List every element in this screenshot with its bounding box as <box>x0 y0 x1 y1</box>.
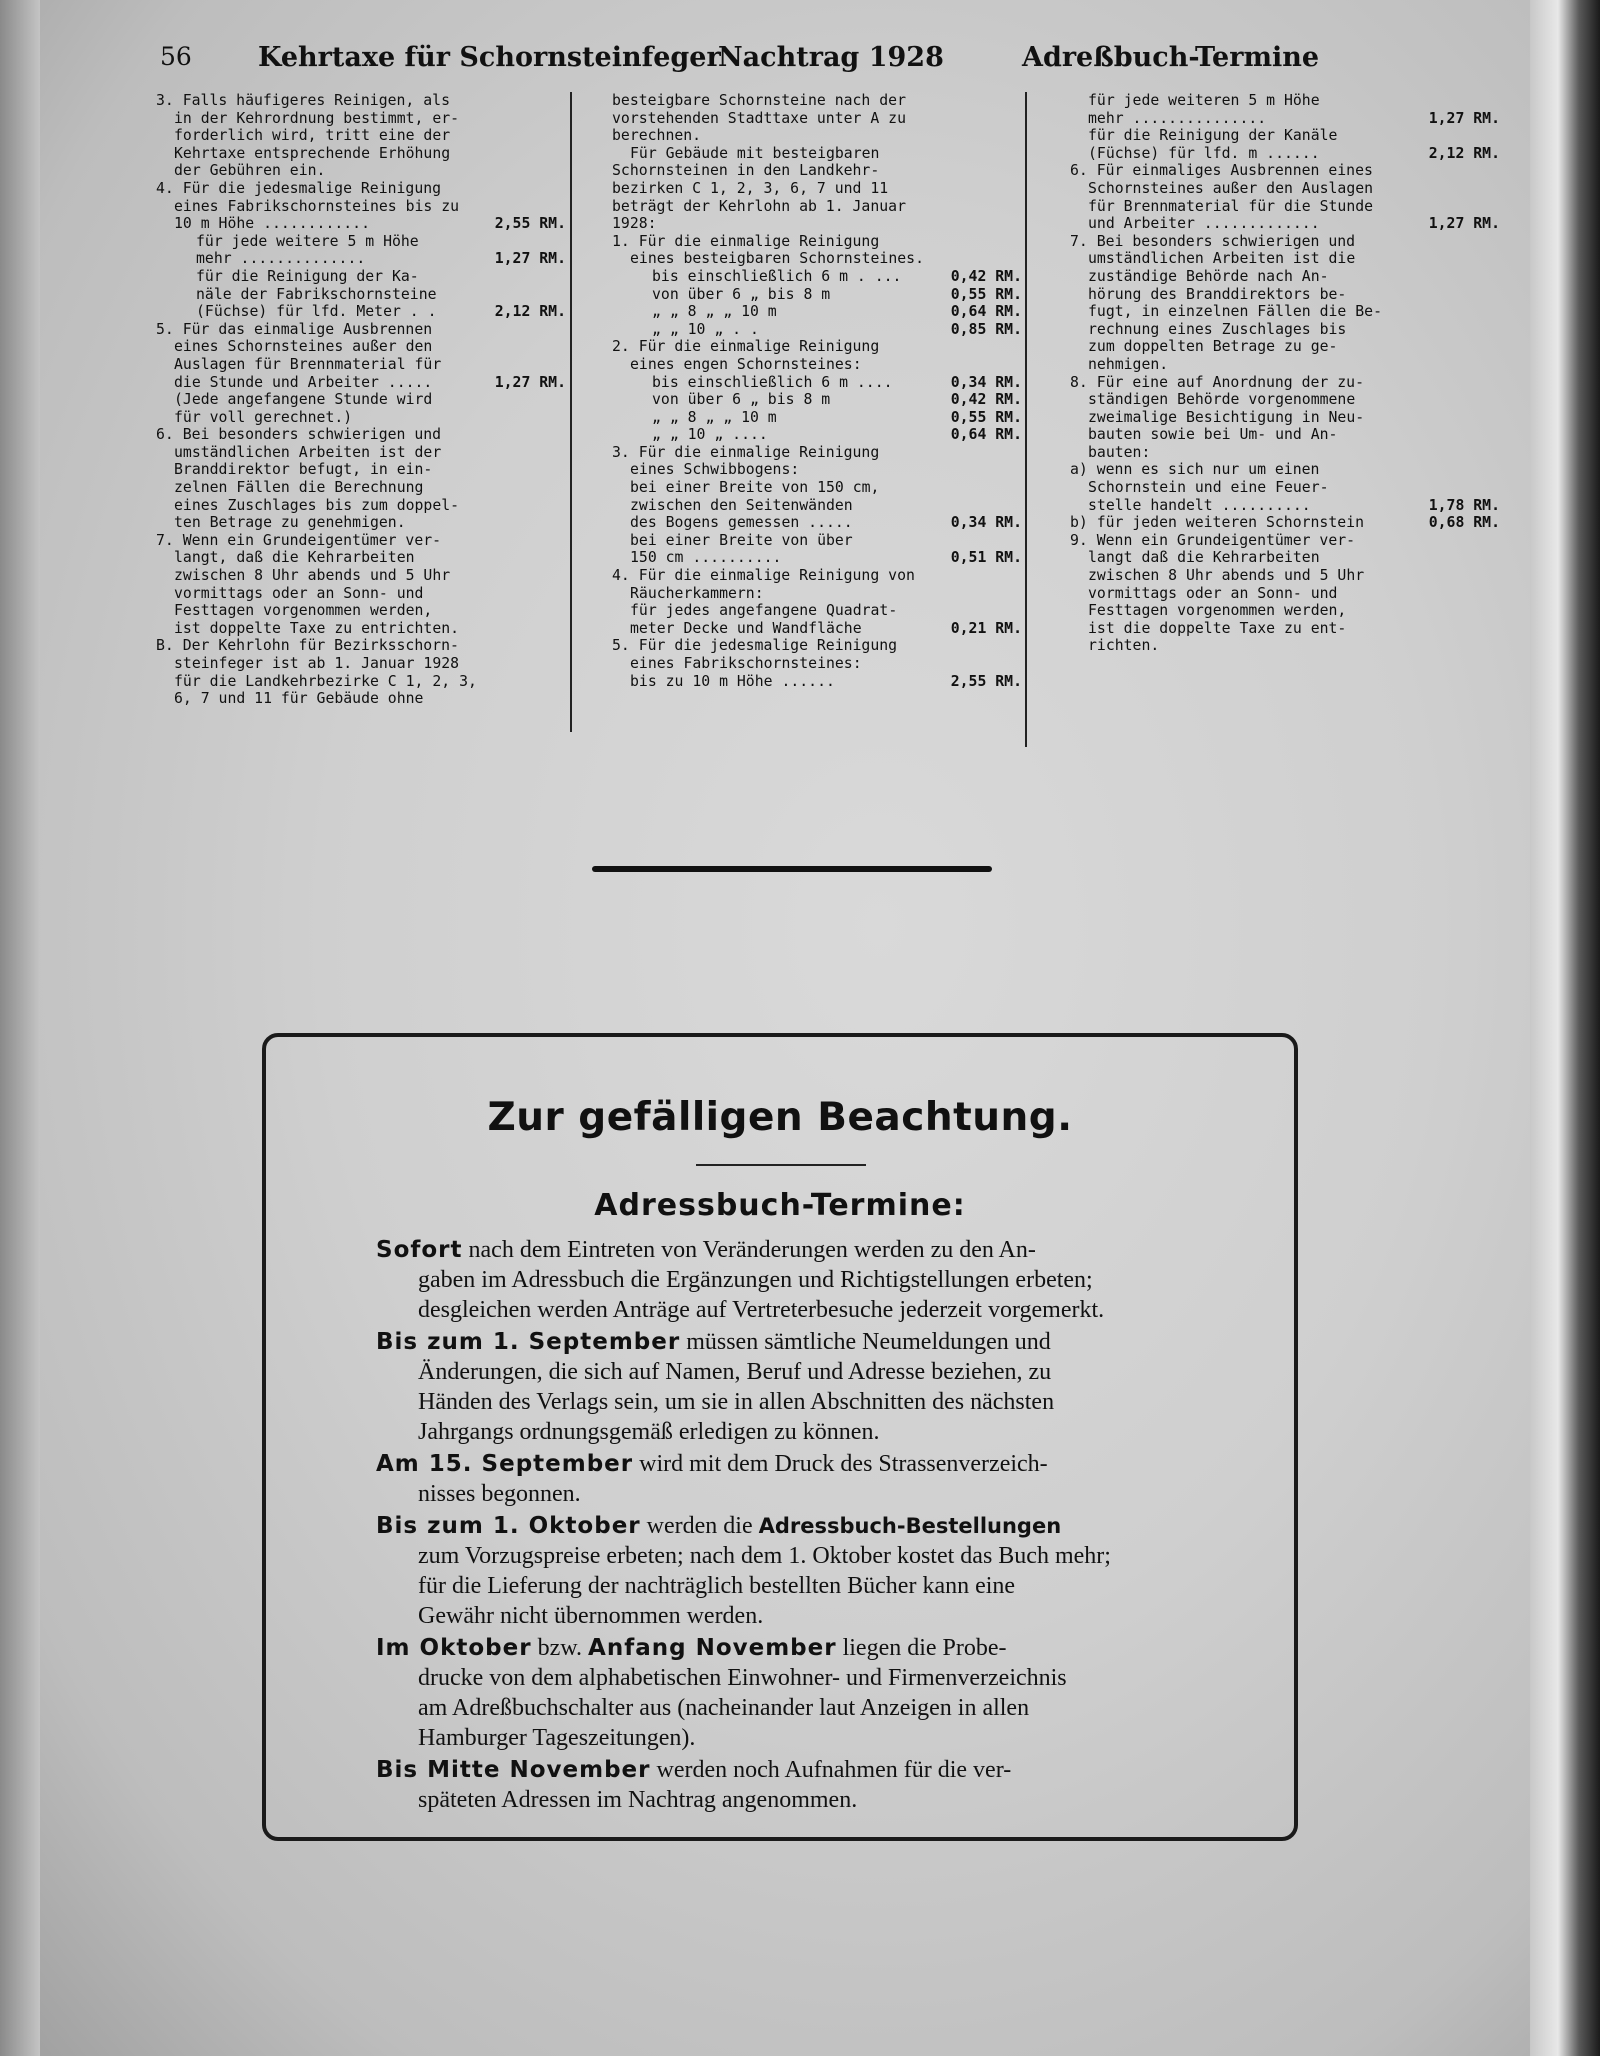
tariff-line <box>1070 514 1500 532</box>
tariff-line <box>612 514 1022 532</box>
tariff-line <box>156 426 566 444</box>
tariff-line <box>156 620 566 638</box>
tariff-line-text: zwischen den Seitenwänden <box>630 496 853 514</box>
tariff-line-text: näle der Fabrikschornsteine <box>196 285 437 303</box>
tariff-line-text: berechnen. <box>612 127 702 145</box>
tariff-line-text: für die Landkehrbezirke C 1, 2, 3, <box>174 672 477 690</box>
notice-line <box>376 1479 1214 1509</box>
tariff-amount: 0,21 RM. <box>950 619 1022 637</box>
notice-paragraph <box>376 1633 1214 1753</box>
notice-deadline: Bis Mitte November <box>376 1757 651 1783</box>
notice-text: liegen die Probe- <box>836 1635 1007 1661</box>
tariff-amount: 0,42 RM. <box>950 391 1022 409</box>
tariff-line <box>156 374 566 392</box>
tariff-line <box>1070 286 1500 304</box>
tariff-line-text: mehr ............... <box>1088 109 1267 127</box>
tariff-line-text: „ „ 8 „ „ 10 m <box>652 408 777 426</box>
tariff-line-text: besteigbare Schornsteine nach der <box>612 92 906 109</box>
notice-line <box>376 1511 1214 1541</box>
tariff-line <box>156 461 566 479</box>
tariff-line <box>1070 198 1500 216</box>
tariff-amount: 1,78 RM. <box>1428 496 1500 514</box>
tariff-line-text: von über 6 „ bis 8 m <box>652 285 831 303</box>
notice-title-rule <box>696 1164 866 1166</box>
tariff-line-text: rechnung eines Zuschlages bis <box>1088 320 1347 338</box>
tariff-line-text: bei einer Breite von 150 cm, <box>630 479 880 497</box>
tariff-amount: 2,12 RM. <box>1428 144 1500 162</box>
tariff-line-text: 6, 7 und 11 für Gebäude ohne <box>174 690 424 708</box>
tariff-line <box>1070 585 1500 603</box>
tariff-line-text: (Füchse) für lfd. m ...... <box>1088 144 1320 162</box>
tariff-line <box>612 532 1022 550</box>
page-number: 56 <box>160 42 192 71</box>
tariff-line-text: hörung des Branddirektors be- <box>1088 285 1347 303</box>
tariff-line-text: bauten sowie bei Um- und An- <box>1088 426 1338 444</box>
column-rule-2 <box>1025 92 1027 747</box>
notice-deadline: Am 15. September <box>376 1451 634 1477</box>
notice-text: Gewähr nicht übernommen werden. <box>418 1603 764 1629</box>
tariff-line-text: ten Betrage zu genehmigen. <box>174 514 406 532</box>
tariff-line-text: fugt, in einzelnen Fällen die Be- <box>1088 303 1382 321</box>
tariff-line-text: umständlichen Arbeiten ist der <box>174 443 442 461</box>
tariff-line <box>156 391 566 409</box>
tariff-amount: 2,55 RM. <box>494 215 566 233</box>
notice-subtitle: Adressbuch-Termine: <box>594 1188 966 1223</box>
notice-emphasis: Adressbuch-Bestellungen <box>758 1514 1062 1538</box>
tariff-line-text: die Stunde und Arbeiter ..... <box>174 373 433 391</box>
tariff-amount: 0,42 RM. <box>950 267 1022 285</box>
tariff-line-text: bis einschließlich 6 m . ... <box>652 267 902 285</box>
page-left-shadow <box>0 0 40 2056</box>
tariff-line-text: richten. <box>1088 637 1160 655</box>
tariff-line <box>156 585 566 603</box>
notice-paragraph <box>376 1235 1214 1325</box>
tariff-line <box>156 514 566 532</box>
tariff-amount: 1,27 RM. <box>494 373 566 391</box>
tariff-line <box>156 162 566 180</box>
notice-text: müssen sämtliche Neumeldungen und <box>680 1329 1051 1355</box>
tariff-line <box>1070 497 1500 515</box>
notice-text: gaben im Adressbuch die Ergänzungen und Richtigstellungen erbeten; <box>418 1267 1093 1293</box>
column-rule-1 <box>570 92 572 732</box>
notice-text: werden noch Aufnahmen für die ver- <box>650 1757 1012 1783</box>
tariff-line-text: stelle handelt .......... <box>1088 496 1311 514</box>
tariff-line-text: Für Gebäude mit besteigbaren <box>630 144 880 162</box>
tariff-line <box>156 409 566 427</box>
tariff-amount: 0,85 RM. <box>950 320 1022 338</box>
tariff-line <box>612 479 1022 497</box>
tariff-line <box>1070 110 1500 128</box>
tariff-line-text: Kehrtaxe entsprechende Erhöhung <box>174 144 451 162</box>
notice-paragraph <box>376 1755 1214 1815</box>
tariff-line-text: eines engen Schornsteines: <box>630 355 862 373</box>
notice-deadline: Im Oktober <box>376 1635 532 1661</box>
tariff-line-text: zwischen 8 Uhr abends und 5 Uhr <box>174 567 451 585</box>
tariff-line <box>612 673 1022 691</box>
tariff-line <box>156 127 566 145</box>
tariff-amount: 0,34 RM. <box>950 373 1022 391</box>
notice-deadline: Sofort <box>376 1237 463 1263</box>
tariff-line-text: für die Reinigung der Kanäle <box>1088 127 1338 145</box>
tariff-amount: 0,51 RM. <box>950 549 1022 567</box>
tariff-line-text: 4. Für die einmalige Reinigung von <box>612 567 915 585</box>
tariff-line <box>612 303 1022 321</box>
notice-line <box>376 1571 1214 1601</box>
tariff-line <box>1070 356 1500 374</box>
tariff-line-text: 1. Für die einmalige Reinigung <box>612 232 880 250</box>
tariff-line-text: vormittags oder an Sonn- und <box>174 584 424 602</box>
tariff-line-text: forderlich wird, tritt eine der <box>174 127 451 145</box>
tariff-line-text: der Gebühren ein. <box>174 162 326 180</box>
notice-text: nach dem Eintreten von Veränderungen werden zu den An- <box>462 1237 1036 1263</box>
notice-line <box>376 1449 1214 1479</box>
tariff-line <box>156 303 566 321</box>
tariff-line <box>612 655 1022 673</box>
tariff-line <box>612 637 1022 655</box>
tariff-line-text: in der Kehrordnung bestimmt, er- <box>174 109 460 127</box>
notice-line <box>376 1693 1214 1723</box>
tariff-line-text: umständlichen Arbeiten ist die <box>1088 250 1356 268</box>
tariff-line <box>156 673 566 691</box>
tariff-line <box>612 338 1022 356</box>
tariff-line-text: nehmigen. <box>1088 355 1169 373</box>
notice-text: Hamburger Tageszeitungen). <box>418 1725 696 1751</box>
tariff-line <box>1070 637 1500 655</box>
notice-deadline: Bis zum 1. Oktober <box>376 1513 641 1539</box>
header-title: Kehrtaxe für Schornsteinfeger <box>258 42 721 73</box>
tariff-line-text: bei einer Breite von über <box>630 531 853 549</box>
tariff-line <box>612 215 1022 233</box>
notice-text: Händen des Verlags sein, um sie in allen Abschnitten des nächsten <box>418 1389 1055 1415</box>
tariff-line-text: für voll gerechnet.) <box>174 408 353 426</box>
tariff-line-text: von über 6 „ bis 8 m <box>652 391 831 409</box>
tariff-line <box>156 497 566 515</box>
notice-paragraph <box>376 1449 1214 1509</box>
notice-line <box>376 1295 1214 1325</box>
tariff-line <box>612 497 1022 515</box>
tariff-line <box>1070 461 1500 479</box>
tariff-line-text: Schornsteines außer den Auslagen <box>1088 179 1374 197</box>
tariff-line <box>612 110 1022 128</box>
tariff-line <box>156 286 566 304</box>
tariff-line-text: Festtagen vorgenommen werden, <box>1088 602 1347 620</box>
tariff-line <box>1070 162 1500 180</box>
tariff-line <box>612 426 1022 444</box>
notice-line <box>376 1723 1214 1753</box>
tariff-line <box>1070 233 1500 251</box>
tariff-line-text: eines Zuschlages bis zum doppel- <box>174 496 460 514</box>
tariff-line <box>1070 532 1500 550</box>
tariff-line <box>156 145 566 163</box>
tariff-line <box>156 567 566 585</box>
tariff-line-text: 6. Bei besonders schwierigen und <box>156 426 442 444</box>
tariff-line-text: ständigen Behörde vorgenommene <box>1088 391 1356 409</box>
tariff-line <box>156 602 566 620</box>
tariff-line <box>612 198 1022 216</box>
tariff-line-text: beträgt der Kehrlohn ab 1. Januar <box>612 197 906 215</box>
tariff-line-text: Räucherkammern: <box>630 584 764 602</box>
tariff-line <box>1070 444 1500 462</box>
notice-text: nisses begonnen. <box>418 1481 581 1507</box>
tariff-line <box>612 127 1022 145</box>
tariff-line-text: eines Schwibbogens: <box>630 461 800 479</box>
tariff-line <box>156 180 566 198</box>
tariff-line-text: 6. Für einmaliges Ausbrennen eines <box>1070 162 1373 180</box>
tariff-amount: 0,68 RM. <box>1428 514 1500 532</box>
notice-line <box>376 1663 1214 1693</box>
tariff-line-text: für jedes angefangene Quadrat- <box>630 602 898 620</box>
tariff-line <box>612 92 1022 110</box>
tariff-amount: 0,55 RM. <box>950 408 1022 426</box>
tariff-column-3 <box>1070 92 1500 655</box>
notice-paragraph <box>376 1327 1214 1447</box>
tariff-line-text: zelnen Fällen die Berechnung <box>174 479 424 497</box>
tariff-amount: 0,64 RM. <box>950 426 1022 444</box>
tariff-line <box>156 655 566 673</box>
tariff-line <box>1070 215 1500 233</box>
tariff-amount: 1,27 RM. <box>494 250 566 268</box>
notice-text: drucke von dem alphabetischen Einwohner- und Firmenverzeichnis <box>418 1665 1067 1691</box>
notice-line <box>376 1633 1214 1663</box>
tariff-line-text: 150 cm .......... <box>630 549 782 567</box>
notice-line <box>376 1785 1214 1815</box>
tariff-line <box>612 321 1022 339</box>
tariff-line <box>612 602 1022 620</box>
tariff-line <box>156 215 566 233</box>
tariff-line-text: B. Der Kehrlohn für Bezirksschorn- <box>156 637 459 655</box>
header-right: Adreßbuch-Termine <box>1022 42 1320 73</box>
running-head <box>160 42 1320 82</box>
tariff-line-text: eines Schornsteines außer den <box>174 338 433 356</box>
tariff-line-text: „ „ 10 „ . . <box>652 320 759 338</box>
tariff-line <box>1070 250 1500 268</box>
tariff-line <box>156 479 566 497</box>
tariff-line-text: 9. Wenn ein Grundeigentümer ver- <box>1070 531 1356 549</box>
tariff-line <box>612 180 1022 198</box>
tariff-line-text: bis einschließlich 6 m .... <box>652 373 893 391</box>
tariff-line-text: „ „ 10 „ .... <box>652 426 768 444</box>
tariff-line-text: 10 m Höhe ............ <box>174 215 370 233</box>
tariff-line <box>1070 479 1500 497</box>
tariff-line <box>612 268 1022 286</box>
tariff-line-text: eines Fabrikschornsteines bis zu <box>174 197 460 215</box>
tariff-line <box>1070 426 1500 444</box>
tariff-line-text: meter Decke und Wandfläche <box>630 619 862 637</box>
tariff-line-text: mehr .............. <box>196 250 366 268</box>
tariff-line-text: 2. Für die einmalige Reinigung <box>612 338 880 356</box>
tariff-line-text: eines Fabrikschornsteines: <box>630 655 862 672</box>
notice-line <box>376 1327 1214 1357</box>
tariff-line <box>612 620 1022 638</box>
tariff-line-text: 7. Wenn ein Grundeigentümer ver- <box>156 531 442 549</box>
notice-line <box>376 1357 1214 1387</box>
tariff-line-text: für die Reinigung der Ka- <box>196 267 419 285</box>
tariff-line <box>612 286 1022 304</box>
page-right-edge <box>1530 0 1600 2056</box>
tariff-line <box>156 690 566 708</box>
tariff-line <box>156 444 566 462</box>
section-divider <box>592 866 992 872</box>
notice-text: am Adreßbuchschalter aus (nacheinander laut Anzeigen in allen <box>418 1695 1030 1721</box>
tariff-line <box>612 391 1022 409</box>
tariff-line-text: „ „ 8 „ „ 10 m <box>652 303 777 321</box>
tariff-line <box>1070 338 1500 356</box>
tariff-line <box>1070 374 1500 392</box>
tariff-line <box>612 549 1022 567</box>
tariff-line <box>156 233 566 251</box>
tariff-line-text: 4. Für die jedesmalige Reinigung <box>156 179 442 197</box>
tariff-line <box>612 356 1022 374</box>
notice-text: späteten Adressen im Nachtrag angenommen. <box>418 1787 858 1813</box>
tariff-line-text: langt daß die Kehrarbeiten <box>1088 549 1320 567</box>
notice-text: bzw. <box>531 1635 589 1661</box>
tariff-amount: 0,55 RM. <box>950 285 1022 303</box>
tariff-line <box>156 356 566 374</box>
notice-body <box>376 1235 1214 1817</box>
tariff-amount: 2,12 RM. <box>494 303 566 321</box>
notice-title: Zur gefälligen Beachtung. <box>487 1095 1073 1140</box>
tariff-line <box>156 92 566 110</box>
tariff-line-text: für jede weitere 5 m Höhe <box>196 232 419 250</box>
tariff-line-text: bezirken C 1, 2, 3, 6, 7 und 11 <box>612 179 889 197</box>
tariff-line-text: zum doppelten Betrage zu ge- <box>1088 338 1338 356</box>
notice-line <box>376 1235 1214 1265</box>
tariff-line <box>156 110 566 128</box>
tariff-column-2 <box>612 92 1022 690</box>
tariff-line-text: ist doppelte Taxe zu entrichten. <box>174 619 460 637</box>
tariff-line-text: bis zu 10 m Höhe ...... <box>630 672 835 690</box>
tariff-line <box>156 268 566 286</box>
tariff-line-text: b) für jeden weiteren Schornstein <box>1070 514 1364 532</box>
tariff-amount: 0,64 RM. <box>950 303 1022 321</box>
tariff-line <box>1070 549 1500 567</box>
tariff-line-text: 7. Bei besonders schwierigen und <box>1070 232 1356 250</box>
notice-text: Änderungen, die sich auf Namen, Beruf und Adresse beziehen, zu <box>418 1359 1052 1385</box>
tariff-line <box>612 250 1022 268</box>
tariff-line <box>1070 92 1500 110</box>
tariff-line <box>612 461 1022 479</box>
tariff-line <box>1070 127 1500 145</box>
tariff-line-text: und Arbeiter ............. <box>1088 215 1320 233</box>
tariff-line <box>612 233 1022 251</box>
tariff-amount: 0,34 RM. <box>950 514 1022 532</box>
tariff-line-text: 5. Für die jedesmalige Reinigung <box>612 637 898 655</box>
tariff-line-text: Schornsteinen in den Landkehr- <box>612 162 880 180</box>
tariff-column-1 <box>156 92 566 708</box>
notice-deadline: Bis zum 1. September <box>376 1329 681 1355</box>
tariff-line-text: 8. Für eine auf Anordnung der zu- <box>1070 373 1364 391</box>
tariff-line <box>1070 268 1500 286</box>
tariff-line <box>1070 391 1500 409</box>
notice-text: für die Lieferung der nachträglich bestellten Bücher kann eine <box>418 1573 1016 1599</box>
tariff-amount: 1,27 RM. <box>1428 109 1500 127</box>
tariff-line <box>1070 567 1500 585</box>
notice-text: wird mit dem Druck des Strassenverzeich- <box>633 1451 1048 1477</box>
tariff-amount: 1,27 RM. <box>1428 215 1500 233</box>
tariff-line <box>156 637 566 655</box>
tariff-line-text: 1928: <box>612 215 657 233</box>
notice-text: zum Vorzugspreise erbeten; nach dem 1. Oktober kostet das Buch mehr; <box>418 1543 1111 1569</box>
notice-paragraph <box>376 1511 1214 1631</box>
notice-text: Jahrgangs ordnungsgemäß erledigen zu können. <box>418 1419 880 1445</box>
tariff-line-text: bauten: <box>1088 443 1151 461</box>
header-center: Nachtrag 1928 <box>718 42 944 73</box>
tariff-line-text: für Brennmaterial für die Stunde <box>1088 197 1374 215</box>
tariff-line-text: zuständige Behörde nach An- <box>1088 267 1329 285</box>
tariff-line-text: 5. Für das einmalige Ausbrennen <box>156 320 433 338</box>
tariff-line-text: vorstehenden Stadttaxe unter A zu <box>612 109 906 127</box>
tariff-line <box>1070 409 1500 427</box>
tariff-line-text: langt, daß die Kehrarbeiten <box>174 549 415 567</box>
tariff-line-text: vormittags oder an Sonn- und <box>1088 584 1338 602</box>
tariff-line <box>1070 303 1500 321</box>
tariff-line <box>1070 145 1500 163</box>
notice-line <box>376 1601 1214 1631</box>
tariff-line <box>612 444 1022 462</box>
tariff-line-text: zwischen 8 Uhr abends und 5 Uhr <box>1088 567 1365 585</box>
tariff-line-text: 3. Für die einmalige Reinigung <box>612 443 880 461</box>
tariff-line <box>612 374 1022 392</box>
tariff-line-text: steinfeger ist ab 1. Januar 1928 <box>174 655 460 672</box>
tariff-line <box>612 145 1022 163</box>
tariff-line <box>612 585 1022 603</box>
tariff-line-text: (Füchse) für lfd. Meter . . <box>196 303 437 321</box>
tariff-line-text: des Bogens gemessen ..... <box>630 514 853 532</box>
notice-line <box>376 1387 1214 1417</box>
notice-text: werden die <box>640 1513 759 1539</box>
tariff-line <box>1070 180 1500 198</box>
notice-line <box>376 1265 1214 1295</box>
tariff-line <box>156 198 566 216</box>
tariff-line-text: eines besteigbaren Schornsteines. <box>630 250 924 268</box>
notice-text: desgleichen werden Anträge auf Vertreterbesuche jederzeit vorgemerkt. <box>418 1297 1105 1323</box>
tariff-line-text: Festtagen vorgenommen werden, <box>174 602 433 620</box>
tariff-line <box>156 532 566 550</box>
notice-deadline: Anfang November <box>588 1635 837 1661</box>
tariff-line <box>612 567 1022 585</box>
notice-line <box>376 1417 1214 1447</box>
tariff-line-text: ist die doppelte Taxe zu ent- <box>1088 619 1347 637</box>
tariff-line-text: a) wenn es sich nur um einen <box>1070 461 1320 479</box>
tariff-line-text: 3. Falls häufigeres Reinigen, als <box>156 92 450 109</box>
tariff-line-text: zweimalige Besichtigung in Neu- <box>1088 408 1365 426</box>
tariff-line <box>156 338 566 356</box>
tariff-amount: 2,55 RM. <box>950 672 1022 690</box>
tariff-line-text: Auslagen für Brennmaterial für <box>174 355 442 373</box>
tariff-line <box>612 162 1022 180</box>
tariff-line <box>156 549 566 567</box>
tariff-line-text: für jede weiteren 5 m Höhe <box>1088 92 1320 109</box>
notice-line <box>376 1755 1214 1785</box>
tariff-line <box>156 321 566 339</box>
tariff-line <box>156 250 566 268</box>
notice-line <box>376 1541 1214 1571</box>
tariff-line <box>1070 620 1500 638</box>
tariff-line <box>1070 321 1500 339</box>
notice-box <box>262 1033 1298 1841</box>
tariff-line <box>1070 602 1500 620</box>
tariff-line-text: (Jede angefangene Stunde wird <box>174 391 433 409</box>
tariff-line-text: Branddirektor befugt, in ein- <box>174 461 433 479</box>
tariff-line-text: Schornstein und eine Feuer- <box>1088 479 1329 497</box>
tariff-line <box>612 409 1022 427</box>
